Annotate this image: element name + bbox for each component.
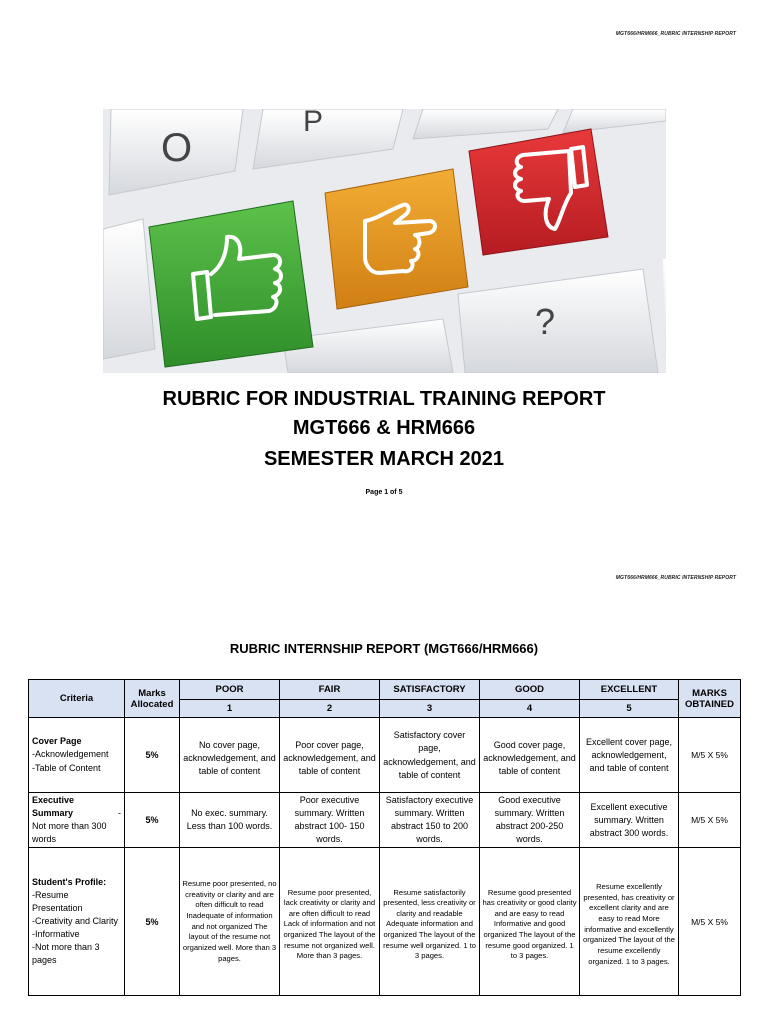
marks-allocated-header: Marks Allocated (125, 680, 180, 718)
marks-obtained-cell: M/5 X 5% (679, 718, 741, 793)
rubric-title: RUBRIC INTERNSHIP REPORT (MGT666/HRM666) (229, 641, 539, 656)
level-excellent-header: EXCELLENT (580, 680, 679, 700)
document-title-line-3: SEMESTER MARCH 2021 (263, 448, 505, 470)
descriptor-satisfactory: Resume satisfactorily presented, less creativity or clarity and readable Adequate information and organized The layout of the resume well organized. 1 to 3 pages. (380, 848, 480, 996)
table-row (29, 793, 741, 848)
criteria-header: Criteria (29, 680, 125, 718)
level-good-header: GOOD (480, 680, 580, 700)
descriptor-fair: Poor executive summary. Written abstract 100- 150 words. (280, 793, 380, 848)
descriptor-good: Good executive summary. Written abstract 200-250 words. (480, 793, 580, 848)
descriptor-excellent: Excellent cover page, acknowledgement, and table of content (580, 718, 679, 793)
criteria-title: Cover Page (32, 736, 82, 747)
criteria-title: Summary (32, 808, 74, 819)
descriptor-good: Good cover page, acknowledgement, and table of content (480, 718, 580, 793)
marks-obtained-cell: M/5 X 5% (679, 848, 741, 996)
marks-obtained-cell: M/5 X 5% (679, 793, 741, 848)
document-header-label: MGT666/HRM666_RUBRIC INTERNSHIP REPORT (615, 31, 736, 37)
criteria-dash: - (118, 808, 121, 819)
svg-text:P: P (303, 109, 324, 138)
criteria-detail: -Acknowledgement (32, 749, 109, 760)
descriptor-poor: No cover page, acknowledgement, and table of content (180, 718, 280, 793)
marks-allocated-cell: 5% (125, 718, 180, 793)
criteria-title: Executive (32, 795, 75, 805)
descriptor-satisfactory: Satisfactory executive summary. Written abstract 150 to 200 words. (380, 793, 480, 848)
table-row (29, 718, 741, 793)
level-fair-header: FAIR (280, 680, 380, 700)
svg-text:O: O (161, 126, 193, 170)
criteria-detail: -Resume Presentation (32, 890, 83, 914)
criteria-detail: Not more than 300 words (32, 821, 107, 845)
criteria-cell (29, 793, 125, 848)
document-header-label-page2: MGT666/HRM666_RUBRIC INTERNSHIP REPORT (615, 575, 736, 581)
descriptor-good: Resume good presented has creativity or good clarity and are easy to read Informative and good organized The layout of the resume good organized. 1 to 3 pages. (480, 848, 580, 996)
marks-allocated-cell: 5% (125, 793, 180, 848)
criteria-cell (29, 848, 125, 996)
descriptor-fair: Poor cover page, acknowledgement, and table of content (280, 718, 380, 793)
descriptor-satisfactory: Satisfactory cover page, acknowledgement, and table of content (380, 718, 480, 793)
criteria-detail: -Not more than 3 pages (32, 942, 100, 966)
descriptor-fair: Resume poor presented, lack creativity or clarity and are often difficult to read Lack of information and not organized The layout of the resume not organized well. More than 3 pages. (280, 848, 380, 996)
score-3: 3 (380, 700, 480, 718)
criteria-detail: -Informative (32, 929, 80, 940)
score-4: 4 (480, 700, 580, 718)
page-number: Page 1 of 5 (365, 489, 403, 496)
rubric-table (28, 679, 741, 996)
svg-text:?: ? (535, 301, 556, 342)
criteria-cell (29, 718, 125, 793)
descriptor-poor: Resume poor presented, no creativity or clarity and are often difficult to read Inadequate of information and not organized The layout of the resume not organized well. More than 3 pages. (180, 848, 280, 996)
score-1: 1 (180, 700, 280, 718)
level-poor-header: POOR (180, 680, 280, 700)
score-2: 2 (280, 700, 380, 718)
descriptor-excellent: Resume excellently presented, has creativity or excellent clarity and are easy to read More informative and excellently organized The layout of the resume excellently organized. 1 to 3 pages. (580, 848, 679, 996)
document-title-line-2: MGT666 & HRM666 (292, 417, 476, 439)
criteria-detail: -Table of Content (32, 762, 101, 773)
header-row (29, 680, 741, 700)
criteria-title: Student's Profile: (32, 877, 107, 888)
cover-image (103, 109, 666, 373)
document-title-line-1: RUBRIC FOR INDUSTRIAL TRAINING REPORT (162, 388, 606, 410)
marks-obtained-header: MARKS OBTAINED (679, 680, 741, 718)
descriptor-poor: No exec. summary. Less than 100 words. (180, 793, 280, 848)
score-5: 5 (580, 700, 679, 718)
descriptor-excellent: Excellent executive summary. Written abstract 300 words. (580, 793, 679, 848)
thumbs-down-key (469, 129, 608, 255)
table-row (29, 848, 741, 996)
level-satisfactory-header: SATISFACTORY (380, 680, 480, 700)
marks-allocated-cell: 5% (125, 848, 180, 996)
thumb-sideways-key (325, 169, 468, 309)
keyboard-illustration (103, 109, 666, 373)
thumbs-up-key (149, 201, 313, 367)
criteria-detail: -Creativity and Clarity (32, 916, 119, 927)
